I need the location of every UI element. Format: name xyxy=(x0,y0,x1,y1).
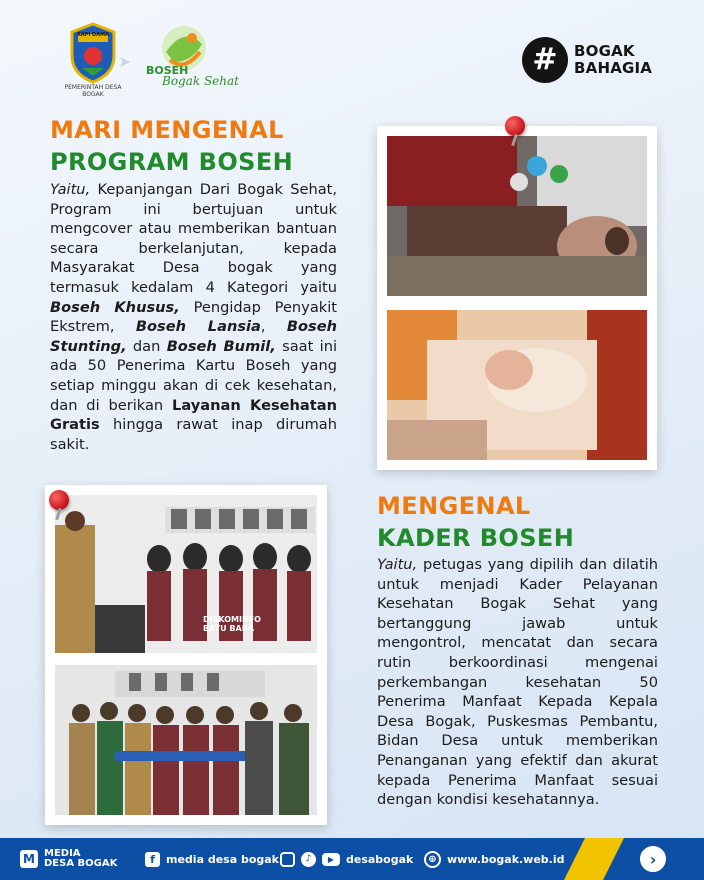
footer-brand xyxy=(20,838,117,880)
footer-accent xyxy=(564,838,624,880)
hashtag-line1: BOGAK xyxy=(574,42,635,60)
pemkab-crest-text: RAPI DAMA xyxy=(77,32,109,38)
footer-facebook-label: media desa bogak xyxy=(166,852,279,866)
photo-frame-patients xyxy=(377,126,657,470)
photo-watermark: DISKOMINFO BATU BARA xyxy=(203,615,261,633)
section2-title-line1: MENGENAL xyxy=(377,492,531,520)
footer-bar xyxy=(0,838,704,880)
photo-kader-bottom xyxy=(55,665,317,815)
instagram-icon xyxy=(280,852,295,867)
facebook-icon: f xyxy=(145,852,160,867)
media-logo-icon: M xyxy=(20,850,38,868)
next-slide-button[interactable] xyxy=(638,844,668,874)
footer-website-link[interactable] xyxy=(424,838,565,880)
bogak-sehat-logo-line2: Bogak Sehat xyxy=(162,74,239,88)
pemkab-logo-caption: PEMERINTAH DESA BOGAK xyxy=(64,84,122,98)
photo-frame-kader xyxy=(45,485,327,825)
globe-icon: ⊕ xyxy=(424,851,441,868)
hashtag-icon: # xyxy=(522,37,568,83)
pushpin-icon xyxy=(505,116,525,136)
footer-website-label: www.bogak.web.id xyxy=(447,852,565,866)
bogak-sehat-logo-line1: BOSEH xyxy=(146,64,189,77)
footer-brand-line1: MEDIA xyxy=(44,848,81,859)
pushpin-icon xyxy=(49,490,69,510)
photo-patient-bottom xyxy=(387,310,647,460)
arrow-icon: ➤ xyxy=(118,52,132,71)
section2-body: Yaitu, petugas yang dipilih dan dilatih untuk menjadi Kader Pelayanan Kesehatan Bogak Sehat yang bertanggung jawab untuk mengontrol, mencatat dan secara rutin berkoordinasi mengenai perkembangan kesehatan 50 Penerima Manfaat Kepada Kepala Desa Bogak, Puskesmas Pembantu, Bidan Desa untuk memberikan Penanganan yang efektif dan akurat kepada Penerima Manfaat sesuai dengan kondisi kesehatannya. xyxy=(377,556,658,809)
footer-social-link[interactable] xyxy=(280,838,413,880)
hashtag-line2: BAHAGIA xyxy=(574,59,653,77)
section2-title-line2: KADER BOSEH xyxy=(377,524,575,552)
footer-social-label: desabogak xyxy=(346,852,414,866)
hashtag-badge xyxy=(522,36,652,84)
chevron-right-icon: › xyxy=(649,849,657,869)
tiktok-icon: ♪ xyxy=(301,852,316,867)
photo-kader-top xyxy=(55,495,317,653)
section1-title-line1: MARI MENGENAL xyxy=(50,116,284,144)
footer-facebook-link[interactable] xyxy=(145,838,279,880)
section1-title-line2: PROGRAM BOSEH xyxy=(50,148,294,176)
youtube-icon: ▶ xyxy=(322,853,340,866)
footer-brand-line2: DESA BOGAK xyxy=(44,858,118,869)
photo-patient-top xyxy=(387,136,647,296)
section1-body: Yaitu, Kepanjangan Dari Bogak Sehat, Program ini bertujuan untuk mengcover atau memberikan bantuan secara berkelanjutan, kepada Masyarakat Desa bogak yang termasuk kedalam 4 Kategori yaitu Boseh Khusus, Pengidap Penyakit Ekstrem, Boseh Lansia, Boseh Stunting, dan Boseh Bumil, saat ini ada 50 Penerima Kartu Boseh yang setiap minggu akan di cek kesehatan, dan di berikan Layanan Kesehatan Gratis hingga rawat inap dirumah sakit. xyxy=(50,181,337,453)
